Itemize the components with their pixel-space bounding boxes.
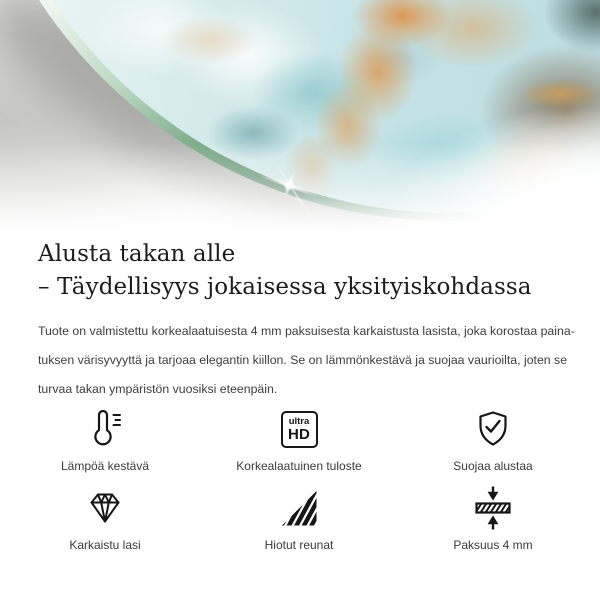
feature-label: Paksuus 4 mm — [453, 538, 533, 552]
feature-label: Lämpöä kestävä — [60, 459, 150, 473]
beveled-edge-icon — [277, 487, 321, 529]
feature-label: Suojaa alustaa — [453, 459, 533, 473]
feature-tempered-glass — [8, 487, 202, 553]
thermometer-heat-icon — [83, 408, 127, 450]
description-line: tuksen värisyvyyttä ja tarjoaa elegantin kiillon. Se on lämmönkestävä ja suojaa vaurioilta, joten se — [38, 353, 568, 367]
page-title — [38, 238, 600, 304]
feature-protects-surface — [396, 408, 590, 474]
product-photo — [0, 0, 600, 230]
description-line: Tuote on valmistettu korkealaatuisesta 4 mm paksuisesta karkaistusta lasista, joka korostaa paina- — [38, 324, 575, 338]
feature-grid — [8, 408, 590, 553]
feature-label: Karkaistu lasi — [69, 538, 141, 552]
feature-polished-edges — [202, 487, 396, 553]
diamond-icon — [83, 487, 127, 529]
feature-high-quality-print — [202, 408, 396, 474]
shield-check-icon — [471, 408, 515, 450]
ultra-hd-badge-bottom: HD — [287, 425, 311, 443]
page-title-line1: Alusta takan alle — [38, 241, 236, 267]
ultra-hd-icon — [281, 408, 318, 450]
page-title-line2: – Täydellisyys jokaisessa yksityiskohdassa — [38, 274, 532, 300]
description-line: turvaa takan ympäristön vuosiksi eteenpäin. — [38, 382, 278, 396]
feature-label: Korkealaatuinen tuloste — [236, 459, 362, 473]
ultra-hd-badge-top: ultra — [288, 415, 310, 427]
product-description — [38, 317, 600, 404]
feature-thickness — [396, 487, 590, 553]
thickness-icon — [471, 487, 515, 529]
photo-white-fade — [0, 0, 600, 230]
feature-heat-resistant — [8, 408, 202, 474]
feature-label: Hiotut reunat — [264, 538, 334, 552]
